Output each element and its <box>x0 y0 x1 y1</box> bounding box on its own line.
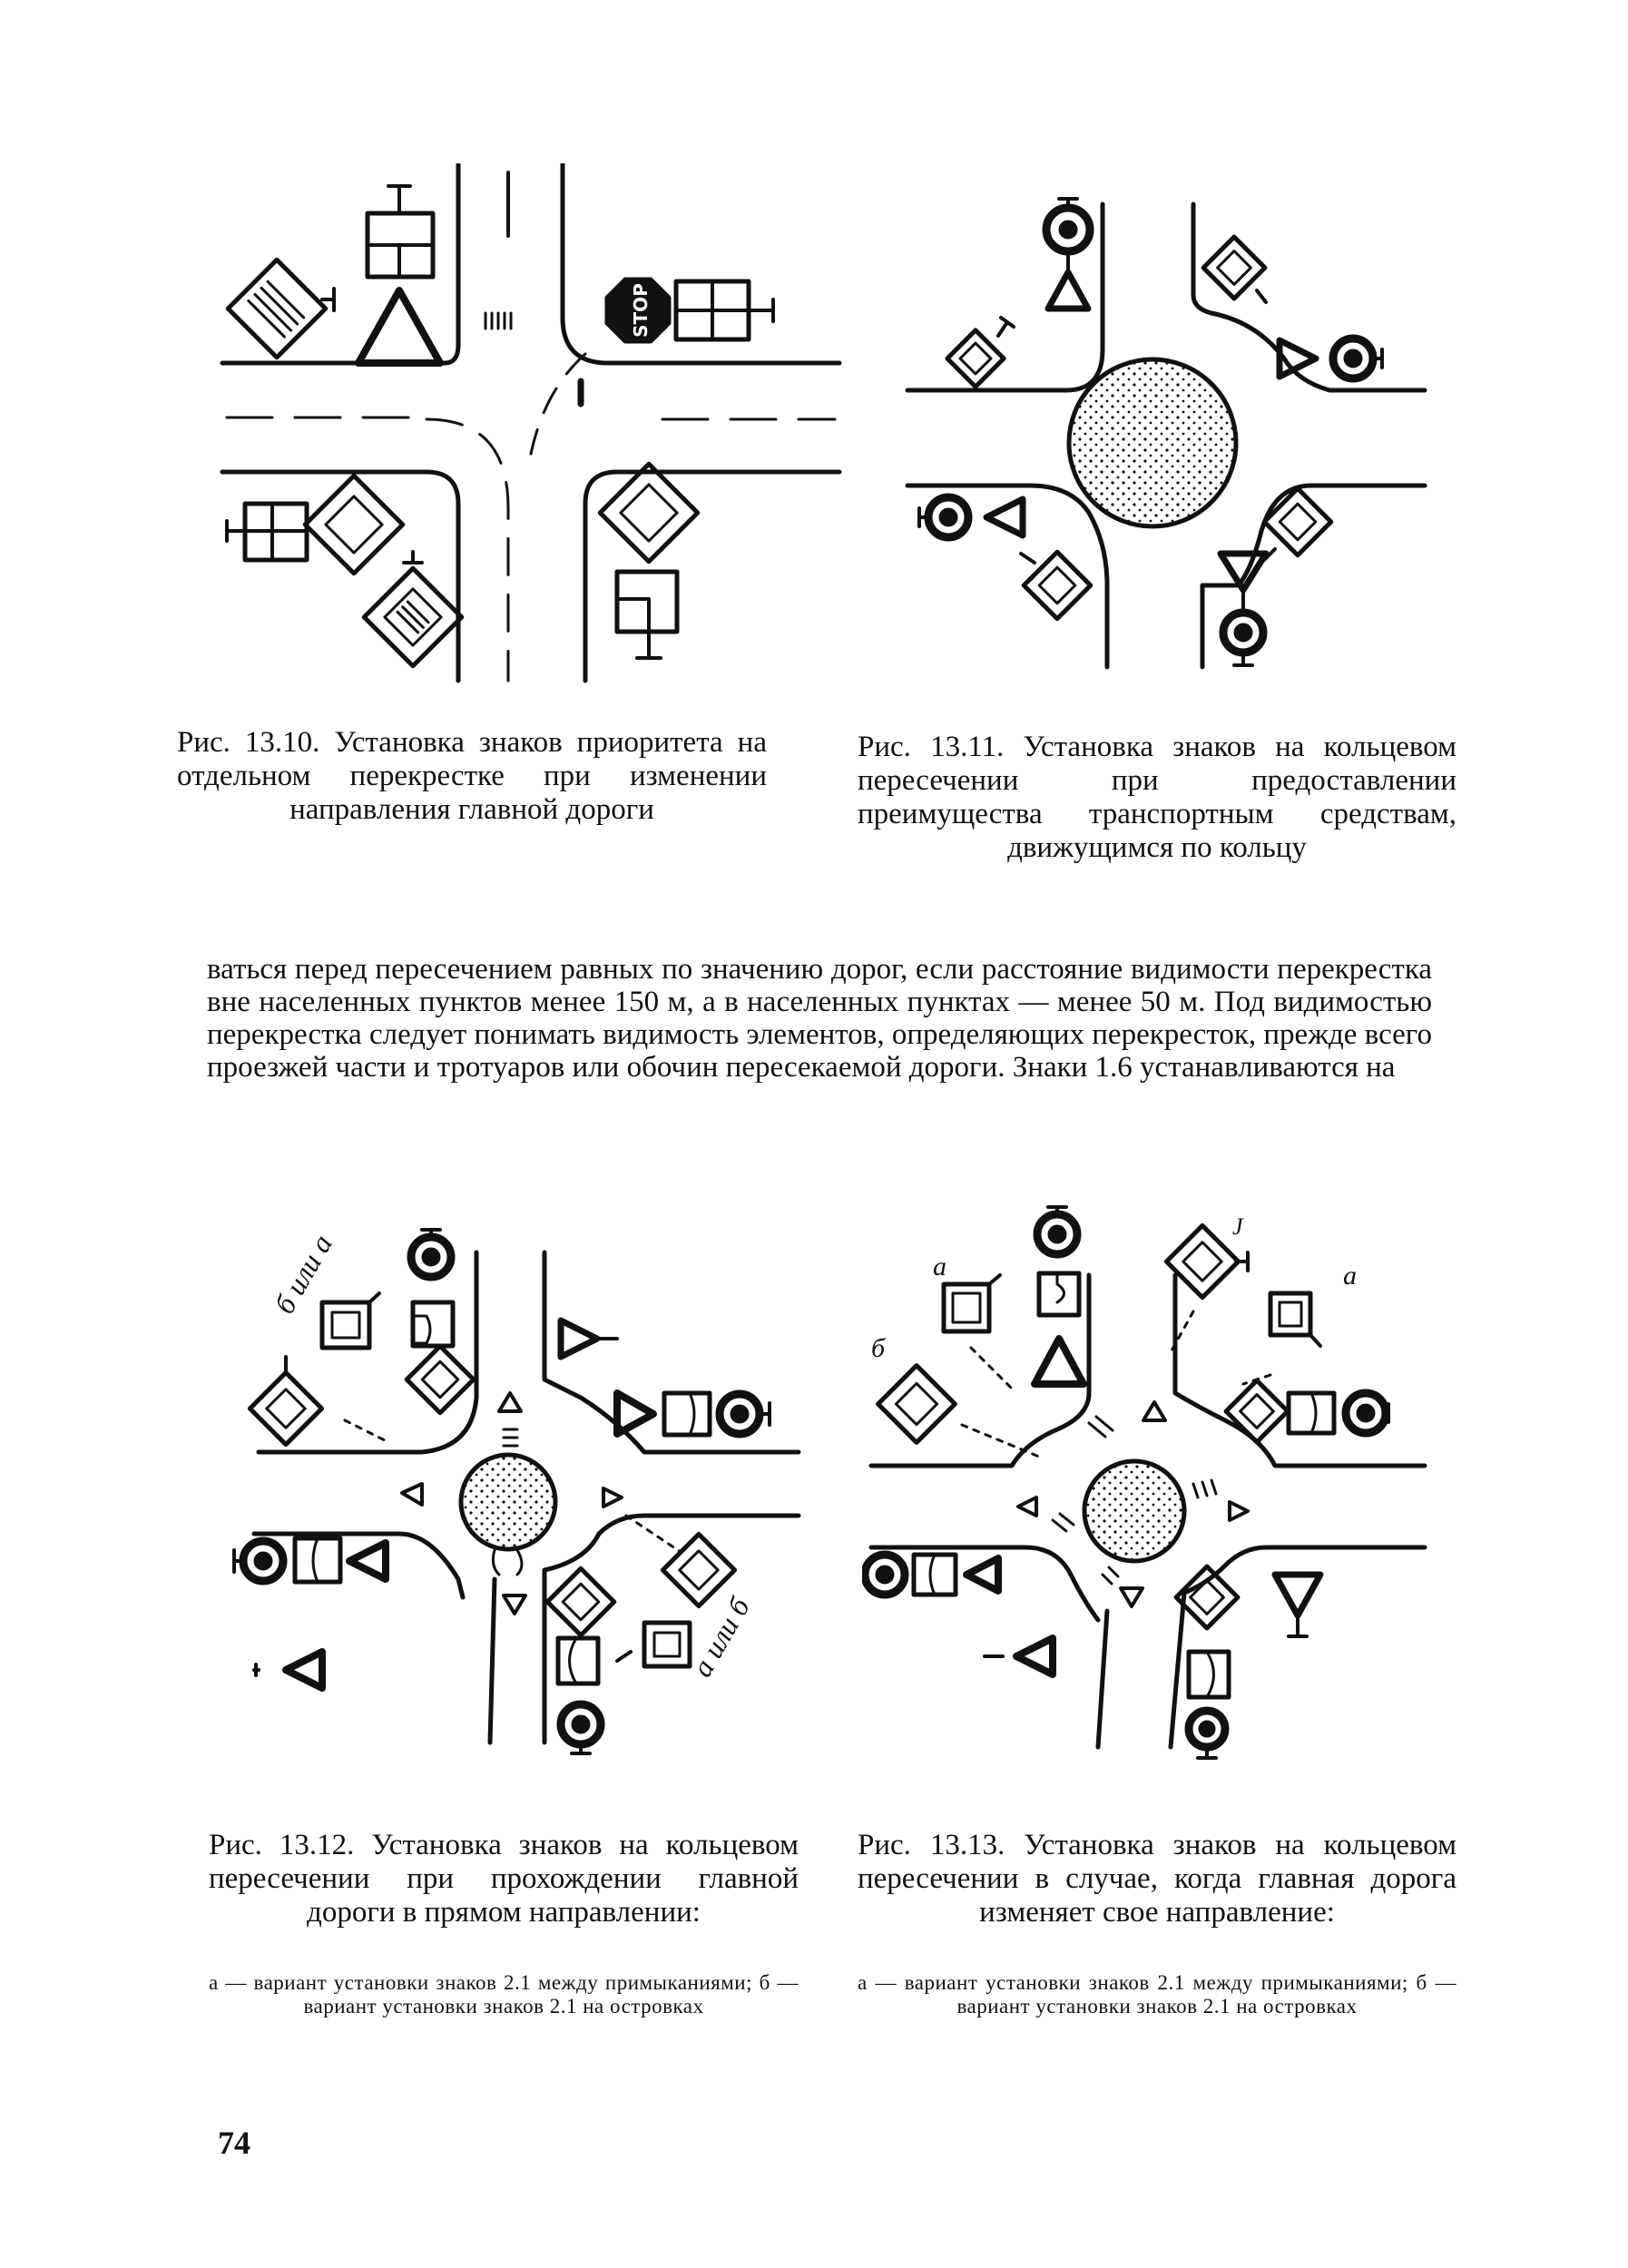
give-way-sign <box>1048 272 1088 309</box>
give-way-sign <box>286 1652 322 1688</box>
main-road-sign <box>305 476 402 573</box>
dotted-leader <box>962 1425 1039 1457</box>
direction-plate <box>1189 1652 1229 1697</box>
main-road-sign <box>547 1568 614 1635</box>
main-road-sign <box>407 1346 474 1413</box>
stop-sign <box>607 280 669 341</box>
give-way-sign <box>358 290 440 363</box>
label-b-or-a: б или а <box>267 1229 339 1320</box>
roundabout-sign <box>1046 208 1090 251</box>
dotted-leader <box>626 1516 681 1552</box>
direction-plate <box>322 1302 369 1348</box>
main-road-sign <box>1226 1380 1288 1442</box>
roundabout-sign <box>865 1555 905 1595</box>
direction-plate <box>413 1302 453 1346</box>
body-text: ваться перед пересечением равных по значению дорог, если расстояние видимости перекрестка вне населенных пунктов менее 150 м, а в населенных пунктах — менее 50 м. Под видимостью перекрестка следует понимать видимость элементов, определяющих перекресток, прежде всего проезжей части и тротуаров или обочин пересекаемой дороги. Знаки 1.6 устанавливаются на <box>207 953 1432 1084</box>
direction-plate <box>914 1555 956 1595</box>
dotted-leader <box>971 1348 1012 1389</box>
main-road-sign <box>250 1372 321 1444</box>
main-road-sign <box>947 330 1004 387</box>
caption-13-10: Рис. 13.10. Установка знаков приоритета на отдельном перекрестке при изменении направления главной дороги <box>177 726 767 826</box>
direction-plate <box>1039 1273 1079 1315</box>
figure-13-12 <box>218 1216 835 1761</box>
island-sign <box>1143 1402 1165 1420</box>
roundabout-sign <box>720 1394 760 1434</box>
island-sign <box>1121 1588 1143 1606</box>
main-road-sign <box>878 1366 956 1443</box>
give-way-sign <box>986 499 1023 535</box>
central-island <box>1084 1461 1184 1561</box>
figure-13-10 <box>218 163 844 690</box>
figure-13-13 <box>862 1203 1452 1765</box>
road-edge <box>585 472 839 681</box>
roundabout-sign <box>411 1237 451 1277</box>
road-edge <box>563 163 839 363</box>
roundabout-sign <box>561 1704 601 1744</box>
give-way-sign <box>1035 1339 1084 1384</box>
island-sign <box>1018 1497 1036 1516</box>
roundabout-sign <box>1037 1214 1077 1254</box>
direction-plate <box>558 1638 598 1684</box>
stop-sign-text: STOP <box>630 283 652 338</box>
island-sign <box>1230 1502 1248 1520</box>
label-b: б <box>871 1333 886 1363</box>
central-island <box>461 1455 555 1549</box>
subcaption-13-13: а — вариант установки знаков 2.1 между примыканиями; б — вариант установки знаков 2.1 на островках <box>858 1971 1456 2018</box>
give-way-sign <box>561 1321 597 1357</box>
give-way-sign <box>617 1393 653 1434</box>
direction-plate <box>1270 1293 1310 1335</box>
main-road-direction-sign <box>228 260 325 357</box>
give-way-sign <box>1016 1638 1053 1674</box>
direction-plate <box>664 1393 710 1435</box>
label-a: а <box>1343 1261 1357 1291</box>
roundabout-sign <box>1189 1711 1225 1747</box>
label-a-or-b: а или б <box>684 1592 757 1683</box>
dotted-leader <box>345 1420 390 1443</box>
give-way-sign <box>1275 1575 1320 1615</box>
roundabout-sign <box>1333 339 1373 378</box>
island-sign <box>499 1393 521 1411</box>
caption-13-13: Рис. 13.13. Установка знаков на кольцевом пересечении в случае, когда главная дорога изменяет свое направление: <box>858 1829 1456 1929</box>
island-sign <box>504 1595 525 1614</box>
label-a: а <box>933 1252 946 1281</box>
direction-plate <box>295 1538 340 1582</box>
give-way-sign <box>349 1543 386 1579</box>
island-sign <box>402 1484 422 1505</box>
roundabout-sign <box>243 1541 283 1581</box>
main-road-sign <box>662 1534 734 1605</box>
page-number: 74 <box>218 2125 250 2161</box>
roundabout-sign <box>1346 1393 1386 1433</box>
roundabout-sign <box>1223 613 1263 653</box>
caption-13-11: Рис. 13.11. Установка знаков на кольцевом пересечении при предоставлении преимущества транспортным средствам, движущимся по кольцу <box>858 731 1456 864</box>
give-way-sign <box>966 1558 998 1591</box>
central-island <box>1069 359 1236 526</box>
label-j: J <box>1232 1213 1243 1240</box>
main-road-sign <box>1264 488 1331 555</box>
subcaption-13-12: а — вариант установки знаков 2.1 между примыканиями; б — вариант установки знаков 2.1 на островках <box>209 1971 799 2018</box>
direction-plate <box>644 1623 690 1666</box>
direction-plate <box>1289 1393 1334 1433</box>
figure-13-11 <box>903 186 1429 676</box>
main-road-direction-sign <box>364 568 461 665</box>
roundabout-sign <box>928 497 968 537</box>
caption-13-12: Рис. 13.12. Установка знаков на кольцевом пересечении при прохождении главной дороги в прямом направлении: <box>209 1829 799 1929</box>
island-sign <box>603 1488 622 1507</box>
direction-plate <box>944 1284 989 1331</box>
main-road-sign <box>600 464 697 561</box>
